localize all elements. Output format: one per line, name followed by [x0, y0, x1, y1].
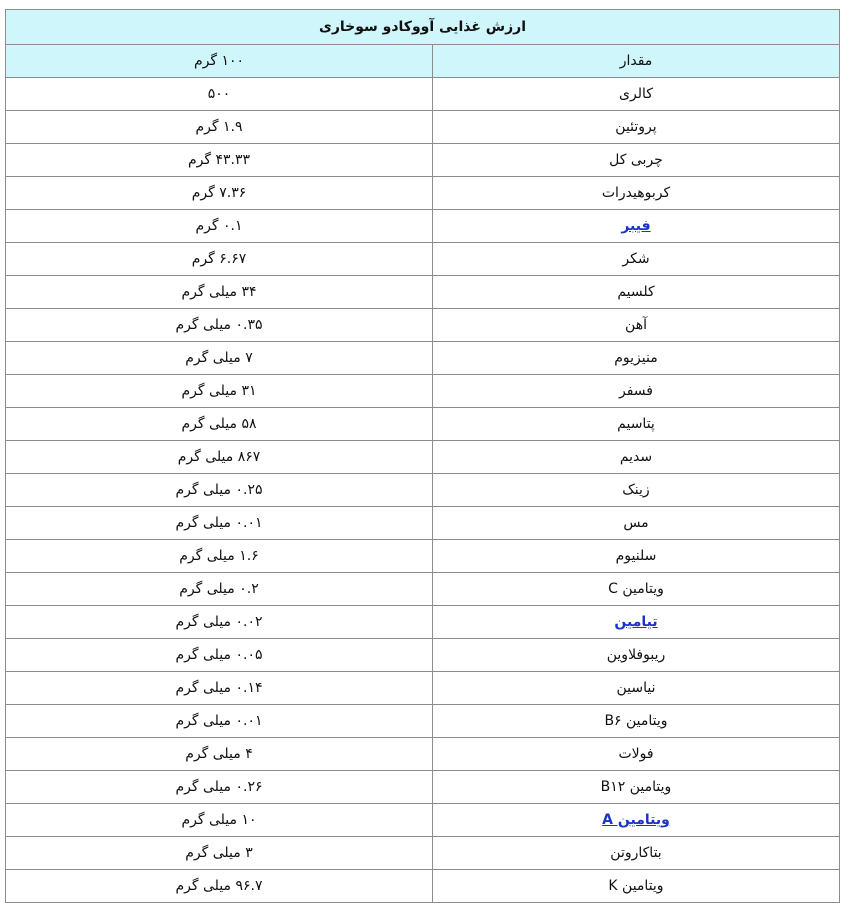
nutrient-value-cell: ۰.۰۱ میلی گرم: [6, 705, 433, 738]
table-row: [6, 441, 840, 474]
nutrient-value-cell: ۰.۱۴ میلی گرم: [6, 672, 433, 705]
nutrient-value-cell: ۰.۲۶ میلی گرم: [6, 771, 433, 804]
table-row: [6, 837, 840, 870]
table-row: [6, 408, 840, 441]
nutrient-name-cell: سلنیوم: [433, 540, 840, 573]
nutrient-value-cell: ۱.۹ گرم: [6, 111, 433, 144]
nutrient-name-cell: ویتامین C: [433, 573, 840, 606]
nutrient-name-cell: [433, 804, 840, 837]
nutrient-name-cell: کلسیم: [433, 276, 840, 309]
nutrient-name-cell: سدیم: [433, 441, 840, 474]
nutrient-name-cell: کالری: [433, 78, 840, 111]
table-row: [6, 474, 840, 507]
nutrient-value-cell: ۰.۲۵ میلی گرم: [6, 474, 433, 507]
nutrient-name-cell: [433, 210, 840, 243]
nutrient-value-cell: ۰.۱ گرم: [6, 210, 433, 243]
nutrient-name-cell: ریبوفلاوین: [433, 639, 840, 672]
nutrient-value-cell: ۴ میلی گرم: [6, 738, 433, 771]
nutrient-value-cell: ۳ میلی گرم: [6, 837, 433, 870]
nutrient-name-cell: منیزیوم: [433, 342, 840, 375]
nutrition-table-container: [5, 9, 839, 903]
table-row: [6, 507, 840, 540]
nutrient-name-cell: زینک: [433, 474, 840, 507]
nutrient-value-cell: ۵۸ میلی گرم: [6, 408, 433, 441]
table-row: [6, 78, 840, 111]
nutrient-name-cell: ویتامین B۱۲: [433, 771, 840, 804]
nutrient-value-cell: ۰.۲ میلی گرم: [6, 573, 433, 606]
table-row: [6, 342, 840, 375]
table-row: [6, 540, 840, 573]
nutrition-table: [5, 9, 840, 903]
nutrient-value-cell: ۵۰۰: [6, 78, 433, 111]
nutrient-value-cell: ۱۰ میلی گرم: [6, 804, 433, 837]
nutrient-name-cell: پروتئین: [433, 111, 840, 144]
table-row: [6, 276, 840, 309]
nutrient-name-cell: کربوهیدرات: [433, 177, 840, 210]
nutrient-name-cell: شکر: [433, 243, 840, 276]
table-row: [6, 639, 840, 672]
table-row: [6, 177, 840, 210]
nutrient-value-cell: ۴۳.۳۳ گرم: [6, 144, 433, 177]
header-value-cell: ۱۰۰ گرم: [6, 45, 433, 78]
nutrient-value-cell: ۰.۰۲ میلی گرم: [6, 606, 433, 639]
nutrient-value-cell: ۸۶۷ میلی گرم: [6, 441, 433, 474]
nutrient-name-cell: ویتامین B۶: [433, 705, 840, 738]
table-title: ارزش غذایی آووکادو سوخاری: [6, 10, 840, 45]
nutrient-value-cell: ۰.۳۵ میلی گرم: [6, 309, 433, 342]
table-row: [6, 672, 840, 705]
nutrient-value-cell: ۱.۶ میلی گرم: [6, 540, 433, 573]
table-row: [6, 606, 840, 639]
nutrient-value-cell: ۰.۰۵ میلی گرم: [6, 639, 433, 672]
nutrient-value-cell: ۰.۰۱ میلی گرم: [6, 507, 433, 540]
table-row: [6, 375, 840, 408]
nutrient-link[interactable]: فیبر: [621, 217, 651, 234]
nutrient-name-cell: فولات: [433, 738, 840, 771]
nutrient-value-cell: ۶.۶۷ گرم: [6, 243, 433, 276]
nutrient-name-cell: بتاکاروتن: [433, 837, 840, 870]
nutrient-name-cell: چربی کل: [433, 144, 840, 177]
table-title-row: [6, 10, 840, 45]
nutrient-name-cell: [433, 606, 840, 639]
table-row: [6, 111, 840, 144]
table-header-row: [6, 45, 840, 78]
nutrient-name-cell: فسفر: [433, 375, 840, 408]
nutrient-name-cell: نیاسین: [433, 672, 840, 705]
table-row: [6, 309, 840, 342]
table-row: [6, 573, 840, 606]
nutrient-name-cell: پتاسیم: [433, 408, 840, 441]
table-row: [6, 738, 840, 771]
nutrient-name-cell: آهن: [433, 309, 840, 342]
table-row: [6, 243, 840, 276]
header-name-cell: مقدار: [433, 45, 840, 78]
nutrient-value-cell: ۹۶.۷ میلی گرم: [6, 870, 433, 903]
nutrient-link[interactable]: ویتامین A: [602, 811, 670, 828]
table-row: [6, 870, 840, 903]
nutrient-link[interactable]: تیامین: [614, 613, 658, 630]
nutrient-value-cell: ۷.۳۶ گرم: [6, 177, 433, 210]
table-row: [6, 705, 840, 738]
table-row: [6, 144, 840, 177]
nutrient-value-cell: ۳۴ میلی گرم: [6, 276, 433, 309]
table-row: [6, 771, 840, 804]
nutrient-value-cell: ۳۱ میلی گرم: [6, 375, 433, 408]
table-row: [6, 804, 840, 837]
table-row: [6, 210, 840, 243]
nutrient-value-cell: ۷ میلی گرم: [6, 342, 433, 375]
nutrient-name-cell: مس: [433, 507, 840, 540]
nutrient-name-cell: ویتامین K: [433, 870, 840, 903]
